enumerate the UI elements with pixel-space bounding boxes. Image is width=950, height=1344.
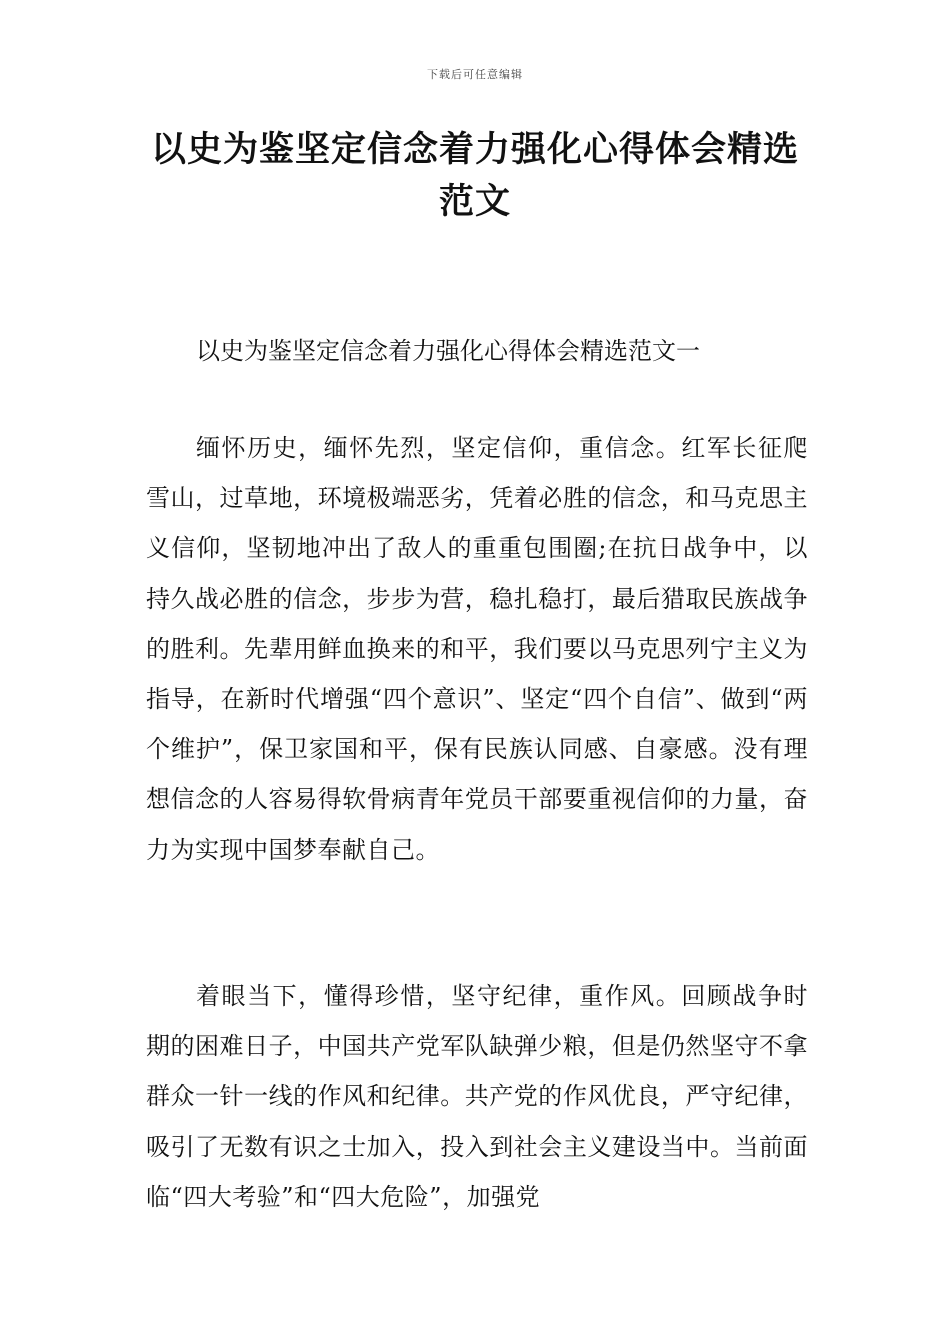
body-paragraph-1: 缅怀历史，缅怀先烈，坚定信仰，重信念。红军长征爬雪山，过草地，环境极端恶劣，凭着必胜的信念，和马克思主义信仰，坚韧地冲出了敌人的重重包围圈;在抗日战争中，以持久战必胜的信念，步步为营，稳扎稳打，最后猎取民族战争的胜利。先辈用鲜血换来的和平，我们要以马克思列宁主义为指导，在新时代增强“四个意识”、坚定“四个自信”、做到“两个维护”，保卫家国和平，保有民族认同感、自豪感。没有理想信念的人容易得软骨病青年党员干部要重视信仰的力量，奋力为实现中国梦奉献自己。 <box>146 434 808 864</box>
header-note: 下载后可任意编辑 <box>427 68 523 81</box>
body-paragraph-2: 着眼当下，懂得珍惜，坚守纪律，重作风。回顾战争时期的困难日子，中国共产党军队缺弹少粮，但是仍然坚守不拿群众一针一线的作风和纪律。共产党的作风优良，严守纪律，吸引了无数有识之士加入，投入到社会主义建设当中。当前面临“四大考验”和“四大危险”，加强党 <box>146 982 808 1211</box>
section-title: 以史为鉴坚定信念着力强化心得体会精选范文一 <box>196 337 700 365</box>
document-title: 以史为鉴坚定信念着力强化心得体会精选范文 <box>150 130 799 222</box>
